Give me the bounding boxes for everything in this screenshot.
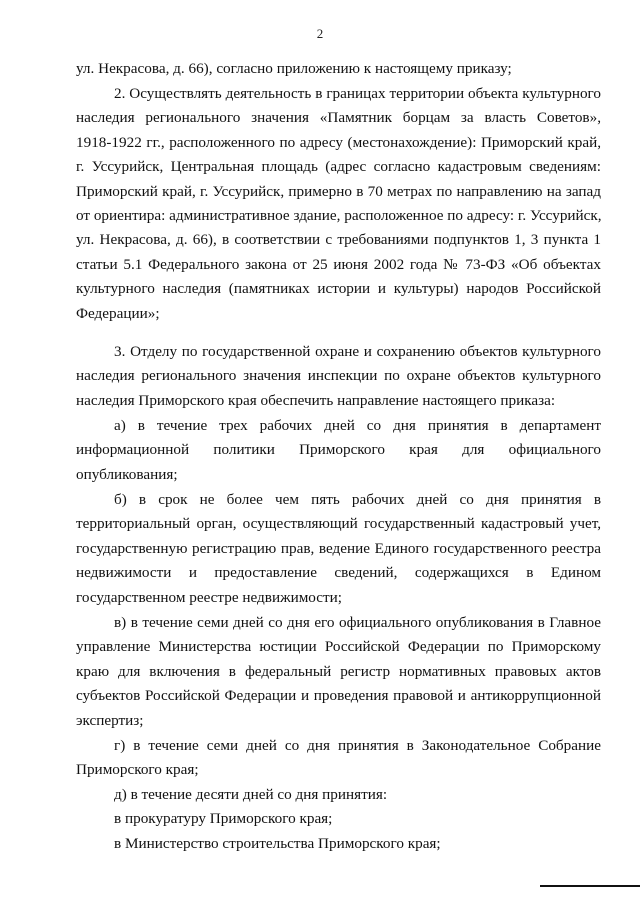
- text-line: б) в срок не более чем пять рабочих дней со дня принятия в: [114, 491, 601, 508]
- bottom-scan-rule: [540, 885, 640, 887]
- text-line: Приморский край, г. Уссурийск, примерно в 70 метрах по направлению на запад: [76, 182, 601, 200]
- text-line: 2. Осуществлять деятельность в границах территории объекта культурного: [114, 85, 601, 102]
- text-line: краю для включения в федеральный регистр нормативных правовых актов: [76, 662, 601, 680]
- text-line: статьи 5.1 Федерального закона от 25 июня 2002 года № 73-ФЗ «Об объектах: [76, 255, 601, 273]
- text-line: культурного наследия (памятниках истории и культуры) народов Российской: [76, 280, 601, 298]
- text-line: экспертиз;: [76, 711, 144, 729]
- text-line: в прокуратуру Приморского края;: [114, 810, 333, 828]
- text-line: 3. Отделу по государственной охране и сохранению объектов культурного: [114, 343, 601, 360]
- text-line: в Министерство строительства Приморского края;: [114, 834, 441, 852]
- text-line: Приморского края;: [76, 761, 199, 779]
- text-line: в) в течение семи дней со дня его официального опубликования в Главное: [114, 614, 601, 631]
- text-line: государственную регистрацию прав, ведение Единого государственного реестра: [76, 539, 601, 557]
- text-line: управление Министерства юстиции Российской Федерации по Приморскому: [76, 638, 601, 656]
- text-line: а) в течение трех рабочих дней со дня принятия в департамент: [114, 417, 601, 434]
- text-line: 1918-1922 гг., расположенного по адресу (местонахождение): Приморский край,: [76, 133, 601, 151]
- subitem-v: [76, 611, 601, 733]
- text-line: территориальный орган, осуществляющий государственный кадастровый учет,: [76, 515, 601, 533]
- paragraph-continuation: [76, 57, 601, 81]
- text-line: субъектов Российской Федерации и проведения правовой и антикоррупционной: [76, 687, 601, 705]
- paragraph-item-2: [76, 82, 601, 326]
- paragraph-item-3: [76, 340, 601, 413]
- text-line: государственном реестре недвижимости;: [76, 588, 343, 606]
- text-line: опубликования;: [76, 465, 178, 483]
- subitem-a: [76, 414, 601, 487]
- subitem-b: [76, 488, 601, 610]
- text-line: наследия регионального значения инспекции по охране объектов культурного: [76, 367, 601, 385]
- text-line: ул. Некрасова, д. 66), согласно приложению к настоящему приказу;: [76, 60, 512, 77]
- text-line: наследия регионального значения «Памятник борцам за власть Советов»,: [76, 109, 601, 127]
- text-line: от ориентира: административное здание, расположенное по адресу: г. Уссурийск,: [76, 206, 602, 224]
- text-line: наследия Приморского края обеспечить направление настоящего приказа:: [76, 391, 556, 409]
- subitem-d: [76, 783, 601, 856]
- text-line: информационной политики Приморского края для официального: [76, 441, 601, 459]
- page-number: 2: [316, 26, 324, 41]
- text-line: г. Уссурийск, Центральная площадь (адрес согласно кадастровым сведениям:: [76, 158, 601, 176]
- subitem-g: [76, 734, 601, 783]
- text-line: д) в течение десяти дней со дня принятия:: [114, 786, 388, 803]
- text-line: Федерации»;: [76, 304, 160, 322]
- text-line: ул. Некрасова, д. 66), в соответствии с требованиями подпунктов 1, 3 пункта 1: [76, 231, 601, 249]
- text-line: недвижимости и предоставление сведений, содержащихся в Едином: [76, 564, 601, 582]
- text-line: г) в течение семи дней со дня принятия в Законодательное Собрание: [114, 737, 601, 754]
